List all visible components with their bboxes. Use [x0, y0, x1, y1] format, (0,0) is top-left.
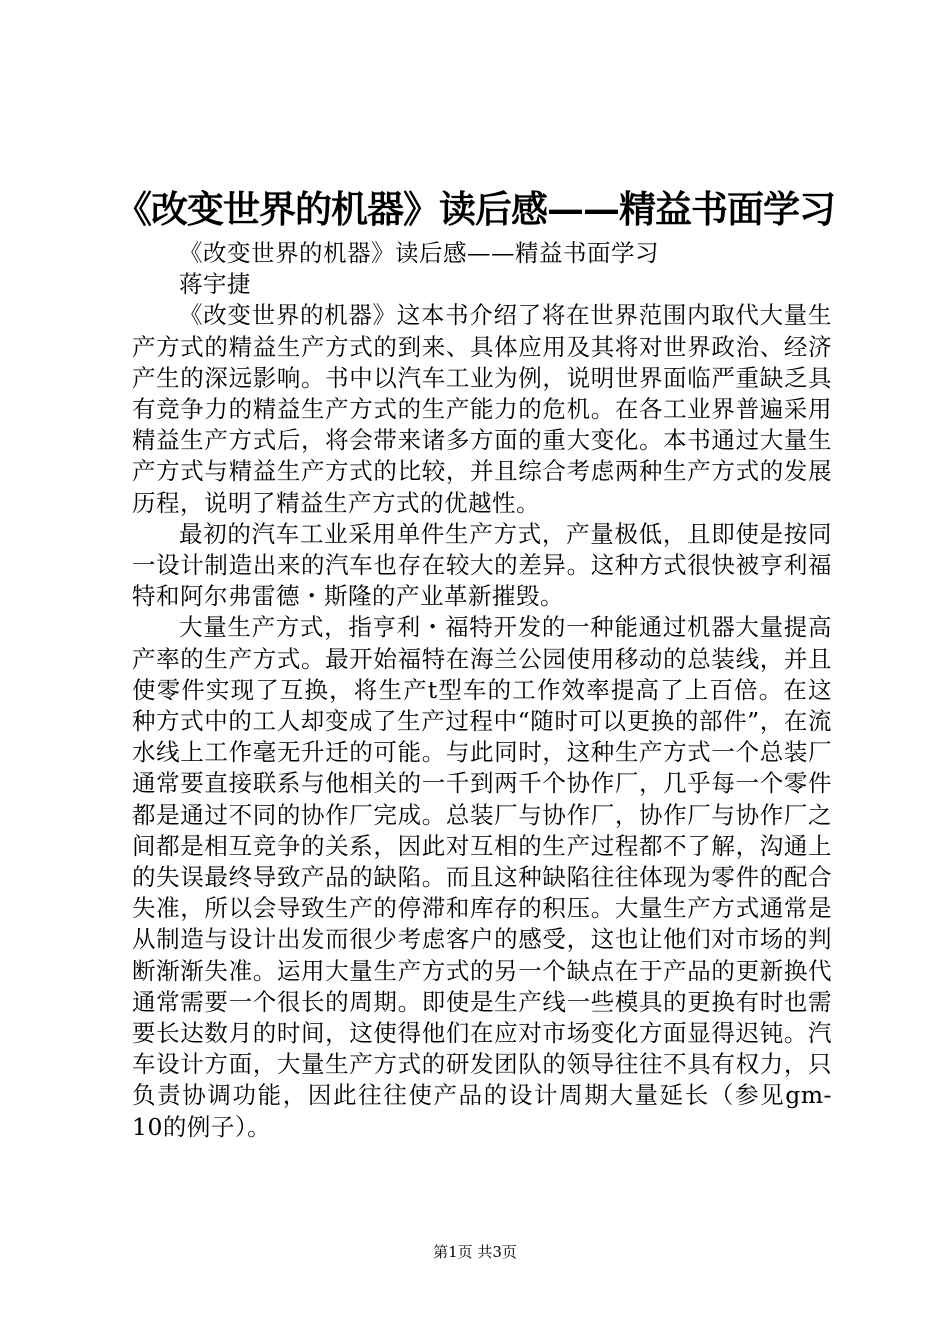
paragraph-1: 《改变世界的机器》这本书介绍了将在世界范围内取代大量生产方式的精益生产方式的到来、具体应用及其将对世界政治、经济产生的深远影响。书中以汽车工业为例，说明世界面临严重缺乏具有竞争力的精益生产方式的生产能力的危机。在各工业界普遍采用精益生产方式后，将会带来诸多方面的重大变化。本书通过大量生产方式与精益生产方式的比较，并且综合考虑两种生产方式的发展历程，说明了精益生产方式的优越性。 [132, 301, 832, 517]
paragraph-2: 最初的汽车工业采用单件生产方式，产量极低，且即使是按同一设计制造出来的汽车也存在较大的差异。这种方式很快被亨利福特和阿尔弗雷德・斯隆的产业革新摧毁。 [132, 519, 832, 611]
page-number-footer: 第1页 共3页 [433, 1243, 517, 1261]
paragraph-3: 大量生产方式，指亨利・福特开发的一种能通过机器大量提高产率的生产方式。最开始福特在海兰公园使用移动的总装线，并且使零件实现了互换，将生产t型车的工作效率提高了上百倍。在这种方式中的工人却变成了生产过程中“随时可以更换的部件”，在流水线上工作毫无升迁的可能。与此同时，这种生产方式一个总装厂通常要直接联系与他相关的一千到两千个协作厂，几乎每一个零件都是通过不同的协作厂完成。总装厂与协作厂，协作厂与协作厂之间都是相互竞争的关系，因此对互相的生产过程都不了解，沟通上的失误最终导致产品的缺陷。而且这种缺陷往往体现为零件的配合失准，所以会导致生产的停滞和库存的积压。大量生产方式通常是从制造与设计出发而很少考虑客户的感受，这也让他们对市场的判断渐渐失准。运用大量生产方式的另一个缺点在于产品的更新换代通常需要一个很长的周期。即使是生产线一些模具的更换有时也需要长达数月的时间，这使得他们在应对市场变化方面显得迟钝。汽车设计方面，大量生产方式的研发团队的领导往往不具有权力，只负责协调功能，因此往往使产品的设计周期大量延长（参见gm-10的例子）。 [132, 613, 832, 1141]
author-line: 蒋宇捷 [179, 270, 251, 299]
document-title: 《改变世界的机器》读后感——精益书面学习 [115, 187, 835, 231]
document-body [132, 238, 832, 1143]
subtitle-line: 《改变世界的机器》读后感——精益书面学习 [179, 239, 659, 267]
